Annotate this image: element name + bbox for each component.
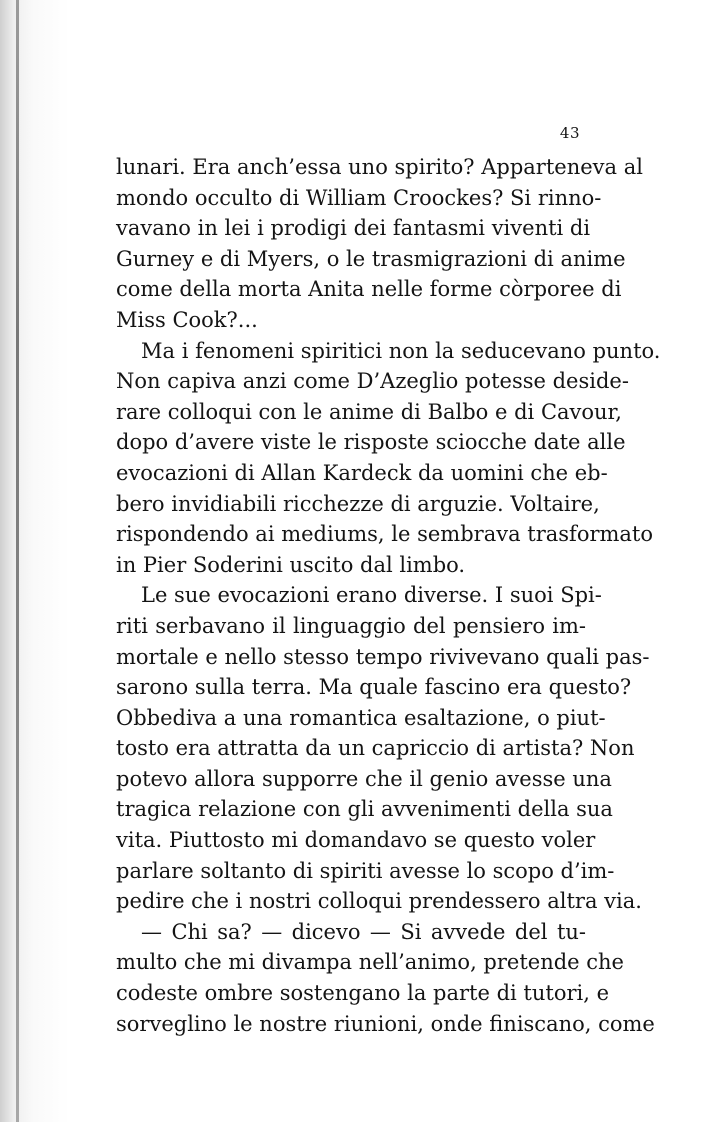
text-line: dopo d’avere viste le risposte sciocche date alle bbox=[116, 430, 626, 455]
text-line: pedire che i nostri colloqui prendessero altra via. bbox=[116, 889, 642, 914]
text-line: vita. Piuttosto mi domandavo se questo voler bbox=[116, 828, 596, 853]
page-number: 43 bbox=[559, 124, 580, 142]
text-line: multo che mi divampa nell’animo, pretende che bbox=[116, 950, 624, 975]
text-line: parlare soltanto di spiriti avesse lo scopo d’im- bbox=[116, 858, 615, 883]
text-line: sorveglino le nostre riunioni, onde finiscano, come bbox=[116, 1011, 655, 1036]
text-line: mondo occulto di William Croockes? Si rinno- bbox=[116, 185, 602, 210]
text-line: Ma i fenomeni spiritici non la seducevano punto. bbox=[141, 338, 661, 363]
page-gutter-edge bbox=[16, 0, 19, 1122]
text-line: rispondendo ai mediums, le sembrava trasformato bbox=[116, 522, 654, 547]
text-line: bero invidiabili ricchezze di arguzie. Voltaire, bbox=[116, 491, 600, 516]
text-line: tosto era attratta da un capriccio di artista? Non bbox=[116, 736, 635, 761]
body-text bbox=[116, 152, 661, 1039]
text-line: — Chi sa? — dicevo — Si avvede del tu- bbox=[141, 919, 586, 944]
text-line: tragica relazione con gli avvenimenti della sua bbox=[116, 797, 613, 822]
text-line: vavano in lei i prodigi dei fantasmi viventi di bbox=[116, 216, 591, 241]
text-line: Le sue evocazioni erano diverse. I suoi Spi- bbox=[141, 583, 602, 608]
text-line: lunari. Era anch’essa uno spirito? Apparteneva al bbox=[116, 155, 643, 179]
text-line: riti serbavano il linguaggio del pensiero im- bbox=[116, 613, 586, 638]
text-line: come della morta Anita nelle forme còrporee di bbox=[116, 277, 622, 302]
text-line: sarono sulla terra. Ma quale fascino era questo? bbox=[116, 675, 632, 700]
text-line: in Pier Soderini uscito dal limbo. bbox=[116, 552, 466, 577]
text-line: potevo allora supporre che il genio avesse una bbox=[116, 766, 612, 791]
text-line: rare colloqui con le anime di Balbo e di Cavour, bbox=[116, 399, 622, 424]
text-line: Obbediva a una romantica esaltazione, o piut- bbox=[116, 705, 606, 730]
text-line: Non capiva anzi come D’Azeglio potesse deside- bbox=[116, 369, 629, 394]
text-line: Gurney e di Myers, o le trasmigrazioni di anime bbox=[116, 246, 626, 271]
text-line: Miss Cook?... bbox=[116, 307, 258, 332]
text-line: codeste ombre sostengano la parte di tutori, e bbox=[116, 981, 609, 1006]
text-line: mortale e nello stesso tempo rivivevano quali pas- bbox=[116, 644, 650, 669]
text-line: evocazioni di Allan Kardeck da uomini che eb- bbox=[116, 460, 608, 485]
